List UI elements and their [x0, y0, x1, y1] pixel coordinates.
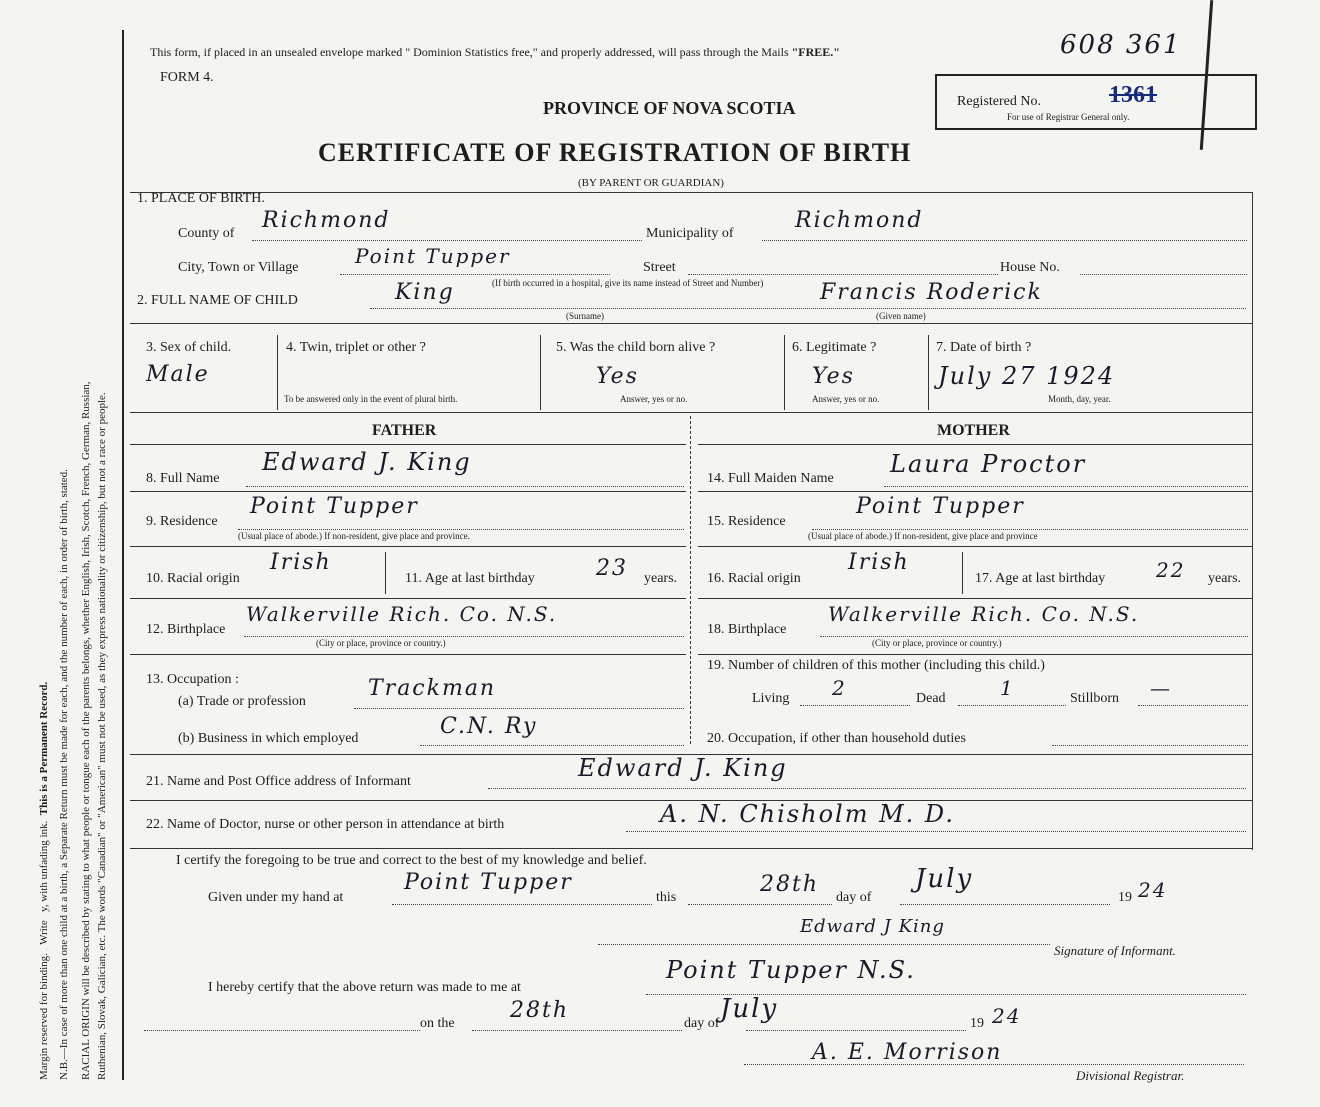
mother-race-value: Irish [848, 550, 910, 575]
mother-years: years. [1208, 571, 1242, 586]
father-race-value: Irish [270, 550, 332, 575]
given-year-suffix: 24 [1138, 878, 1168, 902]
divider-2 [130, 412, 1252, 413]
return-month: July [720, 994, 779, 1024]
racial-origin-note-1: RACIAL ORIGIN will be described by stating to what people or tongue each of the parents belongs, whether English, Irish, Scotch, French, German, Russian, [80, 381, 92, 1080]
province-heading: PROVINCE OF NOVA SCOTIA [543, 98, 796, 118]
return-on-the-label: on the [420, 1016, 455, 1031]
father-heading: FATHER [372, 422, 437, 439]
mother-age-value: 22 [1156, 558, 1186, 582]
informant-signature-caption: Signature of Informant. [1054, 943, 1176, 958]
informant-value: Edward J. King [578, 754, 788, 782]
given-day: 28th [760, 872, 820, 897]
business-value: C.N. Ry [440, 714, 538, 739]
county-value: Richmond [262, 208, 391, 233]
legitimate-note: Answer, yes or no. [812, 394, 880, 404]
return-day-of-label: day of [684, 1016, 720, 1031]
return-label: I hereby certify that the above return was made to me at [208, 980, 521, 995]
alive-value: Yes [596, 364, 639, 389]
child-name-label: 2. FULL NAME OF CHILD [137, 293, 298, 308]
racial-origin-note-2: Ruthenian, Slovak, Galician, etc. The words "Canadian" or "American" must not be used, as they express nationality or citizenship, but not a race or people. [96, 392, 108, 1080]
mother-residence-value: Point Tupper [856, 494, 1025, 519]
municipality-value: Richmond [795, 208, 924, 233]
mother-birthplace-value: Walkerville Rich. Co. N.S. [828, 602, 1140, 626]
dead-label: Dead [916, 691, 946, 706]
living-value: 2 [832, 676, 847, 700]
certificate-subtitle: (BY PARENT OR GUARDIAN) [578, 177, 724, 189]
return-year-suffix: 24 [992, 1004, 1022, 1028]
given-place: Point Tupper [404, 870, 573, 895]
county-label: County of [178, 226, 235, 241]
margin-rule [122, 30, 124, 1080]
binding-note: Margin reserved for binding. Write y, with unfading ink. This is a Permanent Record. [38, 681, 50, 1080]
father-race-label: 10. Racial origin [146, 571, 240, 586]
registered-value: 1361 [1109, 82, 1157, 108]
father-birthplace-value: Walkerville Rich. Co. N.S. [246, 602, 558, 626]
handwritten-number: 608 361 [1060, 30, 1182, 60]
mother-name-value: Laura Proctor [890, 450, 1087, 478]
registered-number-box [935, 74, 1257, 130]
frame-top [130, 192, 1252, 193]
place-of-birth-label: 1. PLACE OF BIRTH. [137, 191, 265, 206]
nb-note: N.B.—In case of more than one child at a birth, a Separate Return must be made for each, and the number of each, in order of birth, stated. [58, 469, 70, 1080]
father-residence-label: 9. Residence [146, 514, 218, 529]
parents-divider [690, 416, 691, 744]
margin-notes [0, 0, 128, 1107]
given-this-label: this [656, 890, 677, 905]
mother-age-label: 17. Age at last birthday [975, 571, 1106, 586]
mother-birthplace-label: 18. Birthplace [707, 622, 787, 637]
dob-label: 7. Date of birth ? [936, 340, 1032, 355]
divider-4 [130, 848, 1252, 849]
city-label: City, Town or Village [178, 260, 299, 275]
doctor-value: A. N. Chisholm M. D. [660, 800, 955, 828]
twin-label: 4. Twin, triplet or other ? [286, 340, 426, 355]
father-age-value: 23 [596, 556, 628, 581]
mail-notice: This form, if placed in an unsealed envelope marked " Dominion Statistics free," and properly addressed, will pass through the Mails "FREE." [150, 45, 840, 59]
frame-right [1252, 192, 1253, 850]
children-count-label: 19. Number of children of this mother (including this child.) [707, 658, 1045, 673]
given-month: July [915, 864, 974, 894]
divider-1 [130, 323, 1252, 324]
father-name-value: Edward J. King [262, 448, 472, 476]
father-name-label: 8. Full Name [146, 471, 220, 486]
father-residence-value: Point Tupper [250, 494, 419, 519]
stillborn-label: Stillborn [1070, 691, 1120, 706]
registrar-caption: Divisional Registrar. [1076, 1068, 1185, 1083]
father-years: years. [644, 571, 678, 586]
mother-birthplace-note: (City or place, province or country.) [872, 638, 1002, 648]
father-residence-note: (Usual place of abode.) If non-resident, give place and province. [238, 531, 470, 541]
alive-note: Answer, yes or no. [620, 394, 688, 404]
informant-signature: Edward J King [800, 916, 945, 937]
given-under-label: Given under my hand at [208, 890, 344, 905]
house-number-label: House No. [1000, 260, 1060, 275]
doctor-label: 22. Name of Doctor, nurse or other person in attendance at birth [146, 817, 505, 832]
given-name-value: Francis Roderick [820, 280, 1043, 305]
return-day: 28th [510, 998, 570, 1023]
sex-value: Male [146, 362, 210, 387]
return-year-prefix: 19 [970, 1016, 984, 1031]
alive-label: 5. Was the child born alive ? [556, 340, 716, 355]
street-label: Street [643, 260, 676, 275]
hospital-note: (If birth occurred in a hospital, give its name instead of Street and Number) [492, 278, 764, 288]
business-label: (b) Business in which employed [178, 731, 359, 746]
surname-value: King [395, 280, 455, 305]
father-age-label: 11. Age at last birthday [405, 571, 535, 586]
legitimate-value: Yes [812, 364, 855, 389]
given-year-prefix: 19 [1118, 890, 1132, 905]
stillborn-value: — [1150, 676, 1172, 700]
father-birthplace-label: 12. Birthplace [146, 622, 226, 637]
registered-label: Registered No. [957, 94, 1041, 109]
municipality-label: Municipality of [646, 226, 734, 241]
mother-name-label: 14. Full Maiden Name [707, 471, 834, 486]
twin-note: To be answered only in the event of plural birth. [284, 394, 458, 404]
mother-occupation-label: 20. Occupation, if other than household duties [707, 731, 966, 746]
given-day-of-label: day of [836, 890, 872, 905]
living-label: Living [752, 691, 790, 706]
certify-statement: I certify the foregoing to be true and correct to the best of my knowledge and belief. [176, 853, 647, 868]
registrar-use-note: For use of Registrar General only. [1007, 112, 1130, 122]
dob-note: Month, day, year. [1048, 394, 1111, 404]
trade-label: (a) Trade or profession [178, 694, 306, 709]
dead-value: 1 [1000, 676, 1015, 700]
mother-heading: MOTHER [937, 422, 1010, 439]
given-name-caption: (Given name) [876, 311, 926, 321]
city-value: Point Tupper [355, 244, 511, 268]
surname-caption: (Surname) [566, 311, 604, 321]
informant-label: 21. Name and Post Office address of Informant [146, 774, 411, 789]
certificate-title: CERTIFICATE OF REGISTRATION OF BIRTH [318, 138, 912, 167]
legitimate-label: 6. Legitimate ? [792, 340, 877, 355]
father-birthplace-note: (City or place, province or country.) [316, 638, 446, 648]
return-place: Point Tupper N.S. [666, 956, 916, 984]
dob-value: July 27 1924 [938, 362, 1116, 390]
mother-residence-label: 15. Residence [707, 514, 786, 529]
form-number: FORM 4. [160, 70, 214, 85]
registrar-signature: A. E. Morrison [812, 1040, 1003, 1065]
father-occupation-label: 13. Occupation : [146, 672, 239, 687]
trade-value: Trackman [368, 676, 497, 701]
sex-label: 3. Sex of child. [146, 340, 232, 355]
mother-residence-note: (Usual place of abode.) If non-resident, give place and province [808, 531, 1038, 541]
mother-race-label: 16. Racial origin [707, 571, 801, 586]
